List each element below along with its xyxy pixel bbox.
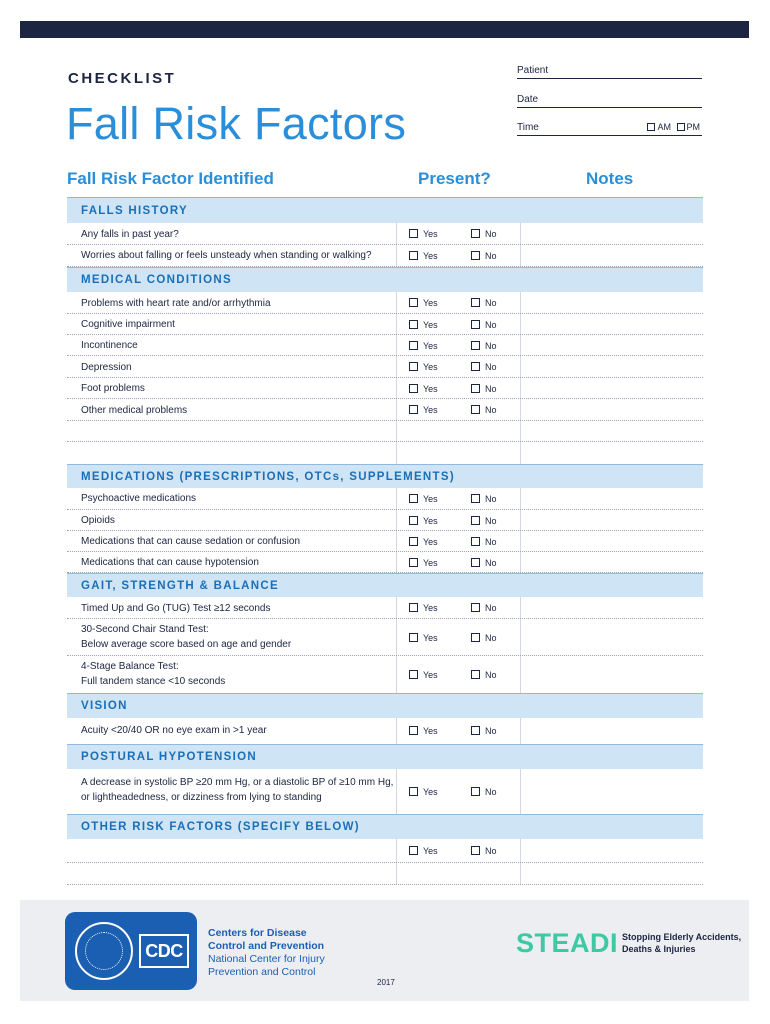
checkbox-icon[interactable] (409, 362, 418, 371)
table-row (67, 335, 703, 356)
no-option[interactable]: No (471, 670, 497, 680)
patient-field[interactable] (517, 65, 702, 79)
section-medical-conditions (67, 267, 703, 292)
year: 2017 (377, 978, 395, 987)
checkbox-icon[interactable] (471, 362, 480, 371)
row-label: Foot problems (81, 383, 145, 394)
no-option[interactable]: No (471, 537, 497, 547)
checkbox-icon[interactable] (471, 229, 480, 238)
checkbox-icon[interactable] (471, 846, 480, 855)
blank-row[interactable] (67, 421, 703, 442)
yes-option[interactable]: Yes (409, 603, 438, 613)
section-postural-hypotension (67, 744, 703, 769)
yes-option[interactable]: Yes (409, 251, 438, 261)
page-title: Fall Risk Factors (66, 98, 407, 149)
row-label: Medications that can cause hypotension (81, 557, 259, 568)
no-option[interactable]: No (471, 603, 497, 613)
yes-option[interactable]: Yes (409, 229, 438, 239)
checklist-label: CHECKLIST (68, 70, 177, 87)
yes-option[interactable]: Yes (409, 494, 438, 504)
yes-option[interactable]: Yes (409, 341, 438, 351)
time-field[interactable] (517, 122, 702, 136)
no-option[interactable]: No (471, 251, 497, 261)
no-option[interactable]: No (471, 846, 497, 856)
yes-option[interactable]: Yes (409, 320, 438, 330)
blank-row[interactable] (67, 442, 703, 464)
section-vision (67, 693, 703, 718)
date-field[interactable] (517, 94, 702, 108)
yes-option[interactable]: Yes (409, 726, 438, 736)
cdc-name: Centers for Disease Control and Prevention National Center for Injury Prevention and Control (208, 927, 325, 978)
checkbox-icon[interactable] (409, 603, 418, 612)
checkbox-icon[interactable] (471, 516, 480, 525)
table-row (67, 356, 703, 378)
column-header-present: Present? (418, 169, 491, 188)
no-option[interactable]: No (471, 341, 497, 351)
yes-option[interactable]: Yes (409, 787, 438, 797)
checkbox-icon[interactable] (409, 558, 418, 567)
cdc-logo (65, 912, 197, 990)
yes-option[interactable]: Yes (409, 298, 438, 308)
checkbox-icon[interactable] (471, 537, 480, 546)
checkbox-icon[interactable] (471, 558, 480, 567)
top-banner (20, 21, 749, 38)
checkbox-icon[interactable] (471, 298, 480, 307)
table-row (67, 619, 703, 656)
checkbox-icon[interactable] (409, 229, 418, 238)
checkbox-icon[interactable] (471, 341, 480, 350)
checkbox-icon[interactable] (409, 251, 418, 260)
yes-option[interactable]: Yes (409, 362, 438, 372)
section-gait-strength-balance (67, 573, 703, 597)
checkbox-icon[interactable] (409, 633, 418, 642)
table-row (67, 488, 703, 510)
column-header-factor: Fall Risk Factor Identified (67, 169, 274, 188)
row-label: 4-Stage Balance Test: Full tandem stance <10 seconds (81, 661, 226, 687)
row-label: Incontinence (81, 340, 138, 351)
row-label: Depression (81, 362, 132, 373)
checkbox-icon[interactable] (471, 670, 480, 679)
checkbox-icon[interactable] (409, 846, 418, 855)
section-medications (67, 464, 703, 488)
no-option[interactable]: No (471, 633, 497, 643)
table-row (67, 718, 703, 744)
yes-option[interactable]: Yes (409, 558, 438, 568)
checkbox-icon[interactable] (409, 670, 418, 679)
checkbox-icon[interactable] (409, 726, 418, 735)
checkbox-icon[interactable] (409, 494, 418, 503)
no-option[interactable]: No (471, 320, 497, 330)
table-row (67, 378, 703, 399)
row-label: 30-Second Chair Stand Test: Below average score based on age and gender (81, 624, 292, 650)
table-row (67, 399, 703, 421)
checkbox-icon[interactable] (471, 633, 480, 642)
checkbox-icon[interactable] (471, 494, 480, 503)
row-label: Worries about falling or feels unsteady when standing or walking? (81, 250, 372, 261)
steadi-logo: STEADI (516, 928, 619, 958)
section-other-risk-factors (67, 814, 703, 839)
table-row (67, 292, 703, 314)
no-option[interactable]: No (471, 362, 497, 372)
row-label: Cognitive impairment (81, 319, 175, 330)
am-checkbox[interactable] (647, 123, 655, 131)
yes-option[interactable]: Yes (409, 384, 438, 394)
no-option[interactable]: No (471, 384, 497, 394)
yes-option[interactable]: Yes (409, 670, 438, 680)
row-label: Other medical problems (81, 405, 188, 416)
row-label: Medications that can cause sedation or confusion (81, 536, 301, 547)
section-title: MEDICATIONS (PRESCRIPTIONS, OTCs, SUPPLEMENTS) (81, 471, 455, 483)
am-pm-options (644, 122, 700, 132)
checkbox-icon[interactable] (409, 516, 418, 525)
no-option[interactable]: No (471, 516, 497, 526)
checkbox-icon[interactable] (409, 405, 418, 414)
date-label: Date (517, 94, 539, 105)
patient-label: Patient (517, 65, 549, 76)
section-title: OTHER RISK FACTORS (SPECIFY BELOW) (81, 821, 360, 833)
checkbox-icon[interactable] (471, 787, 480, 796)
section-title: POSTURAL HYPOTENSION (81, 751, 257, 763)
checkbox-icon[interactable] (409, 384, 418, 393)
section-title: VISION (81, 700, 128, 712)
table-row (67, 656, 703, 693)
am-label: AM (657, 122, 671, 132)
no-option[interactable]: No (471, 726, 497, 736)
section-title: FALLS HISTORY (81, 205, 188, 217)
row-label: Any falls in past year? (81, 229, 179, 240)
yes-option[interactable]: Yes (409, 405, 438, 415)
checkbox-icon[interactable] (409, 298, 418, 307)
table-row (67, 769, 703, 814)
pm-label: PM (686, 122, 700, 132)
checkbox-icon[interactable] (471, 603, 480, 612)
blank-row[interactable] (67, 863, 703, 885)
row-label: Opioids (81, 515, 115, 526)
checkbox-icon[interactable] (471, 251, 480, 260)
row-label: Timed Up and Go (TUG) Test ≥12 seconds (81, 603, 271, 614)
checkbox-icon[interactable] (409, 341, 418, 350)
no-option[interactable]: No (471, 229, 497, 239)
row-label: Psychoactive medications (81, 493, 197, 504)
table-row (67, 597, 703, 619)
yes-option[interactable]: Yes (409, 537, 438, 547)
section-title: MEDICAL CONDITIONS (81, 274, 232, 286)
table-row (67, 510, 703, 531)
no-option[interactable]: No (471, 405, 497, 415)
table-row (67, 552, 703, 573)
table-row (67, 245, 703, 267)
row-label: Acuity <20/40 OR no eye exam in >1 year (81, 725, 267, 736)
hhs-seal-icon (75, 922, 133, 980)
table-row (67, 223, 703, 245)
steadi-tagline: Stopping Elderly Accidents, Deaths & Injuries (622, 932, 742, 954)
pm-checkbox[interactable] (677, 123, 685, 131)
table-row (67, 531, 703, 552)
cdc-wordmark: CDC (139, 934, 189, 968)
checkbox-icon[interactable] (471, 384, 480, 393)
checkbox-icon[interactable] (409, 320, 418, 329)
footer (20, 900, 749, 1001)
checkbox-icon[interactable] (471, 405, 480, 414)
row-label: A decrease in systolic BP ≥20 mm Hg, or a diastolic BP of ≥10 mm Hg, or lightheadedness, or dizziness from lying to standing (81, 777, 394, 803)
yes-option[interactable]: Yes (409, 633, 438, 643)
checkbox-icon[interactable] (409, 537, 418, 546)
section-title: GAIT, STRENGTH & BALANCE (81, 580, 279, 592)
table-row (67, 314, 703, 335)
column-header-notes: Notes (586, 169, 634, 188)
yes-option[interactable]: Yes (409, 846, 438, 856)
no-option[interactable]: No (471, 494, 497, 504)
time-label: Time (517, 122, 539, 133)
no-option[interactable]: No (471, 558, 497, 568)
no-option[interactable]: No (471, 298, 497, 308)
checkbox-icon[interactable] (409, 787, 418, 796)
section-falls-history (67, 197, 703, 223)
checkbox-icon[interactable] (471, 320, 480, 329)
table-row[interactable] (67, 839, 703, 863)
yes-option[interactable]: Yes (409, 516, 438, 526)
row-label: Problems with heart rate and/or arrhythmia (81, 298, 271, 309)
no-option[interactable]: No (471, 787, 497, 797)
checkbox-icon[interactable] (471, 726, 480, 735)
